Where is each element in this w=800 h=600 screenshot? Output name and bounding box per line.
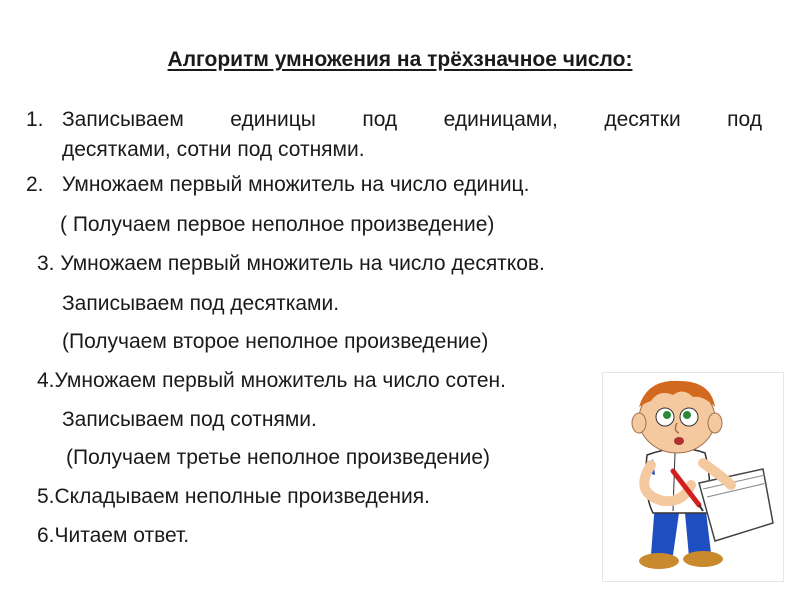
boy-writing-icon [603, 373, 783, 581]
boy-illustration [602, 372, 784, 582]
step-1-line-2: десятками, сотни под сотнями. [62, 138, 365, 161]
step-3-sub: Записываем под десятками. [62, 292, 340, 315]
step-4-text: 4.Умножаем первый множитель на число сотен. [37, 369, 506, 392]
step-6-text: 6.Читаем ответ. [37, 524, 190, 547]
step-4-note: (Получаем третье неполное произведение) [66, 446, 491, 469]
step-4-sub: Записываем под сотнями. [62, 408, 317, 431]
step-1-number: 1. [26, 108, 44, 131]
step-3-text: 3. Умножаем первый множитель на число десятков. [37, 252, 545, 275]
slide-title: Алгоритм умножения на трёхзначное число: [167, 48, 633, 71]
step-5-text: 5.Складываем неполные произведения. [37, 485, 430, 508]
step-2-note: ( Получаем первое неполное произведение) [60, 213, 495, 236]
step-1-line-1: Записываем единицы под единицами, десятки под [62, 108, 762, 131]
step-1 [26, 105, 762, 165]
step-2-number: 2. [26, 173, 44, 196]
step-2-text: Умножаем первый множитель на число единиц. [62, 173, 530, 196]
step-3-note: (Получаем второе неполное произведение) [62, 330, 489, 353]
